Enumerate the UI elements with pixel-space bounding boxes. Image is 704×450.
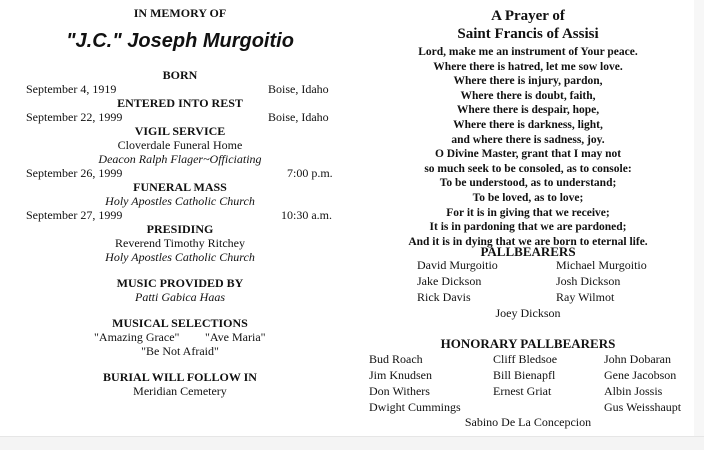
selection-3: "Be Not Afraid" [141, 344, 219, 358]
prayer-panel [352, 0, 704, 449]
presiding-place: Holy Apostles Catholic Church [105, 250, 255, 264]
prayer-line: O Divine Master, grant that I may not [434, 148, 622, 161]
selection-1: "Amazing Grace" [94, 330, 180, 344]
honorary-name: Ernest Griat [493, 384, 552, 398]
prayer-line: Where there is injury, pardon, [453, 75, 603, 88]
honorary-pallbearers-label: HONORARY PALLBEARERS [440, 336, 616, 351]
prayer-line: And it is in dying that we are born to eternal life. [408, 235, 648, 248]
vigil-date: September 26, 1999 [26, 166, 123, 180]
born-date: September 4, 1919 [26, 82, 117, 96]
prayer-line: Where there is hatred, let me sow love. [433, 60, 623, 73]
selections-label: MUSICAL SELECTIONS [112, 316, 248, 330]
memorial-heading: IN MEMORY OF [133, 6, 227, 20]
honorary-name: Bill Bienapfl [493, 368, 556, 382]
born-label: BORN [162, 68, 198, 82]
pallbearer-name: Ray Wilmot [556, 290, 615, 304]
born-place: Boise, Idaho [268, 82, 329, 96]
pallbearer-name: David Murgoitio [417, 258, 498, 272]
honorary-name: Sabino De La Concepcion [464, 415, 592, 429]
honorary-name: Don Withers [369, 384, 430, 398]
honorary-name: Albin Jossis [604, 384, 663, 398]
burial-label: BURIAL WILL FOLLOW IN [103, 370, 257, 384]
prayer-line: so much seek to be consoled, as to console: [424, 162, 632, 175]
honorary-name: Gene Jacobson [604, 368, 677, 382]
vigil-label: VIGIL SERVICE [134, 124, 226, 138]
prayer-line: To be loved, as to love; [472, 192, 584, 204]
rest-date: September 22, 1999 [26, 110, 123, 124]
honorary-name: Bud Roach [369, 352, 423, 366]
scan-edge-bottom [0, 436, 704, 450]
honorary-name: Dwight Cummings [369, 400, 461, 414]
vigil-place: Cloverdale Funeral Home [117, 138, 243, 152]
pallbearer-name: Joey Dickson [495, 306, 561, 320]
prayer-line: To be understood, as to understand; [439, 177, 617, 190]
prayer-line: For it is in giving that we receive; [446, 206, 610, 219]
prayer-title-line-1: A Prayer of [491, 8, 565, 24]
pallbearers-label: PALLBEARERS [480, 244, 576, 259]
music-name: Patti Gabica Haas [135, 290, 225, 304]
pallbearer-name: Michael Murgoitio [556, 258, 647, 272]
mass-place: Holy Apostles Catholic Church [105, 194, 255, 208]
prayer-title-line-2: Saint Francis of Assisi [457, 26, 599, 42]
rest-label: ENTERED INTO REST [117, 96, 243, 110]
scan-edge-right [694, 0, 704, 449]
prayer-line: Where there is darkness, light, [453, 119, 603, 131]
prayer-line: and where there is sadness, joy. [451, 133, 605, 146]
prayer-line: Where there is doubt, faith, [460, 89, 596, 102]
music-label: MUSIC PROVIDED BY [116, 276, 244, 290]
burial-place: Meridian Cemetery [133, 384, 227, 398]
rest-place: Boise, Idaho [268, 110, 329, 124]
mass-date: September 27, 1999 [26, 208, 123, 222]
prayer-line: Where there is despair, hope, [456, 104, 600, 117]
vigil-time: 7:00 p.m. [287, 166, 333, 180]
honorary-name: Gus Weisshaupt [604, 400, 682, 414]
vigil-officiant: Deacon Ralph Flager~Officiating [98, 152, 262, 166]
presiding-label: PRESIDING [146, 222, 214, 236]
prayer-line: Lord, make me an instrument of Your peace. [418, 46, 638, 58]
mass-label: FUNERAL MASS [133, 180, 227, 194]
memorial-details-panel [0, 0, 352, 449]
mass-time: 10:30 a.m. [281, 208, 332, 222]
pallbearer-name: Rick Davis [417, 290, 471, 304]
presiding-name: Reverend Timothy Ritchey [115, 236, 245, 250]
honorary-name: John Dobaran [604, 352, 671, 366]
pallbearer-name: Josh Dickson [556, 274, 621, 288]
prayer-line: It is in pardoning that we are pardoned; [429, 221, 627, 234]
honorary-name: Jim Knudsen [369, 368, 432, 382]
deceased-name: "J.C." Joseph Murgoitio [66, 30, 294, 52]
pallbearer-name: Jake Dickson [417, 274, 482, 288]
honorary-name: Cliff Bledsoe [493, 352, 558, 366]
selection-2: "Ave Maria" [205, 330, 266, 344]
